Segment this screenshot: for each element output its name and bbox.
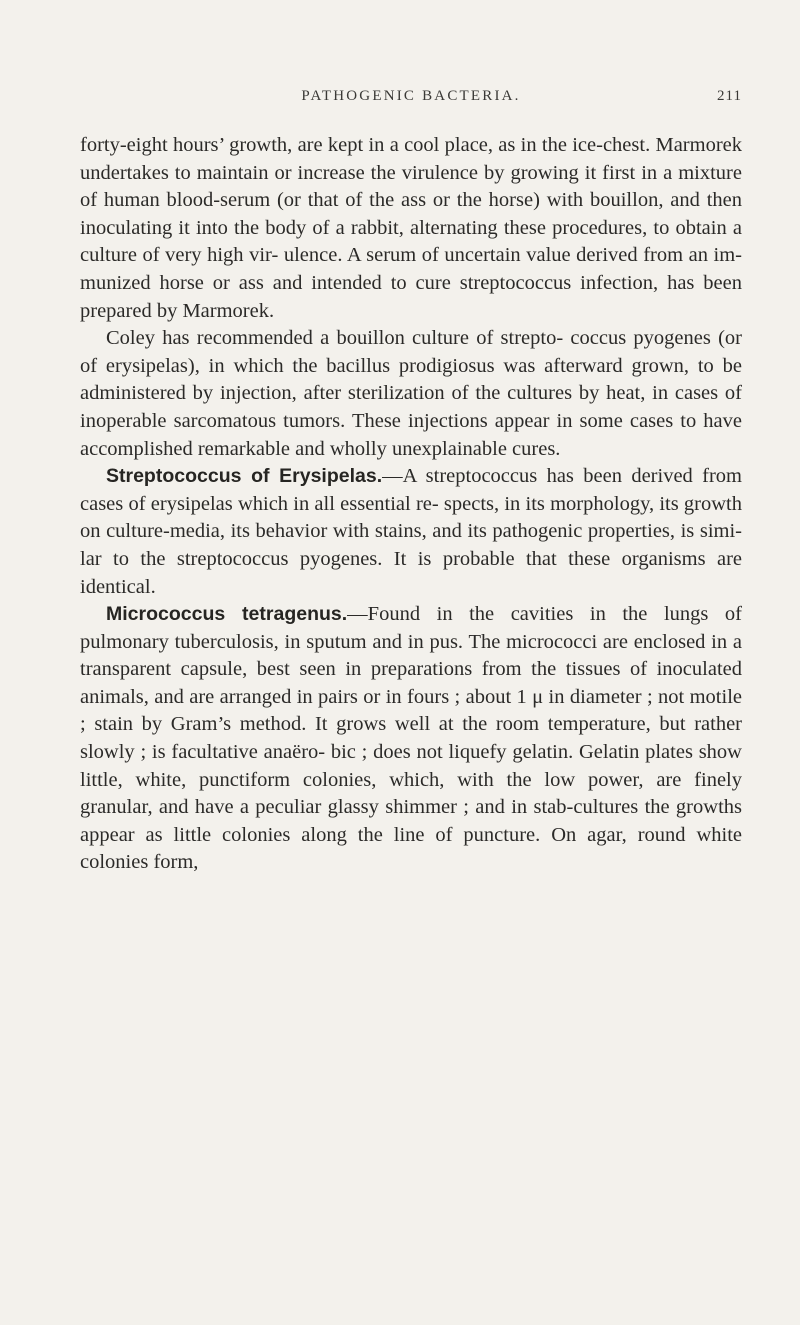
- paragraph-text: forty-eight hours’ growth, are kept in a cool place, as in the ice-chest. Marmorek undertakes to maintain or increase the virulence by growing it first in a mixture of human blood-serum (or that of the ass or the horse) with bouillon, and then inoculating it into the body of a rabbit, alternating these procedures, to obtain a culture of very high vir- ulence. A serum of uncertain value derived from an im- munized horse or ass and intended to cure streptococcus infection, has been prepared by Marmorek.: [80, 134, 742, 322]
- paragraph-streptococcus-erysipelas: [80, 463, 742, 601]
- paragraph-text: —A streptococcus has been derived from cases of erysipelas which in all essential re- spects, in its morphology, its growth on culture-media, its behavior with stains, and its pathogenic properties, is simi- lar to the streptococcus pyogenes. It is probable that these organisms are identical.: [80, 465, 742, 598]
- running-title: PATHOGENIC BACTERIA.: [301, 88, 521, 104]
- running-head: [80, 88, 742, 112]
- section-heading: Streptococcus of Erysipelas.: [106, 465, 383, 488]
- section-heading: Micrococcus tetragenus.: [106, 603, 348, 626]
- paragraph-micrococcus-tetragenus: [80, 601, 742, 877]
- paragraph-continued: [80, 132, 742, 325]
- paragraph-text: Coley has recommended a bouillon culture of strepto- coccus pyogenes (or of erysipelas), in which the bacillus prodigiosus was afterward grown, to be administered by injection, after sterilization of the cultures by heat, in cases of inoperable sarcomatous tumors. These injections appear in some cases to have accomplished remarkable and wholly unexplainable cures.: [80, 327, 742, 460]
- body-text: [80, 132, 742, 877]
- page-number: 211: [717, 88, 742, 104]
- paragraph-text: —Found in the cavities in the lungs of pulmonary tuberculosis, in sputum and in pus. The micrococci are enclosed in a transparent capsule, best seen in preparations from the tissues of inoculated animals, and are arranged in pairs or in fours ; about 1 μ in diameter ; not motile ; stain by Gram’s method. It grows well at the room temperature, but rather slowly ; is facultative anaëro- bic ; does not liquefy gelatin. Gelatin plates show little, white, punctiform colonies, which, with the low power, are finely granular, and have a peculiar glassy shimmer ; and in stab-cultures the growths appear as little colonies along the line of puncture. On agar, round white colonies form,: [80, 603, 743, 874]
- paragraph-coley: [80, 325, 742, 463]
